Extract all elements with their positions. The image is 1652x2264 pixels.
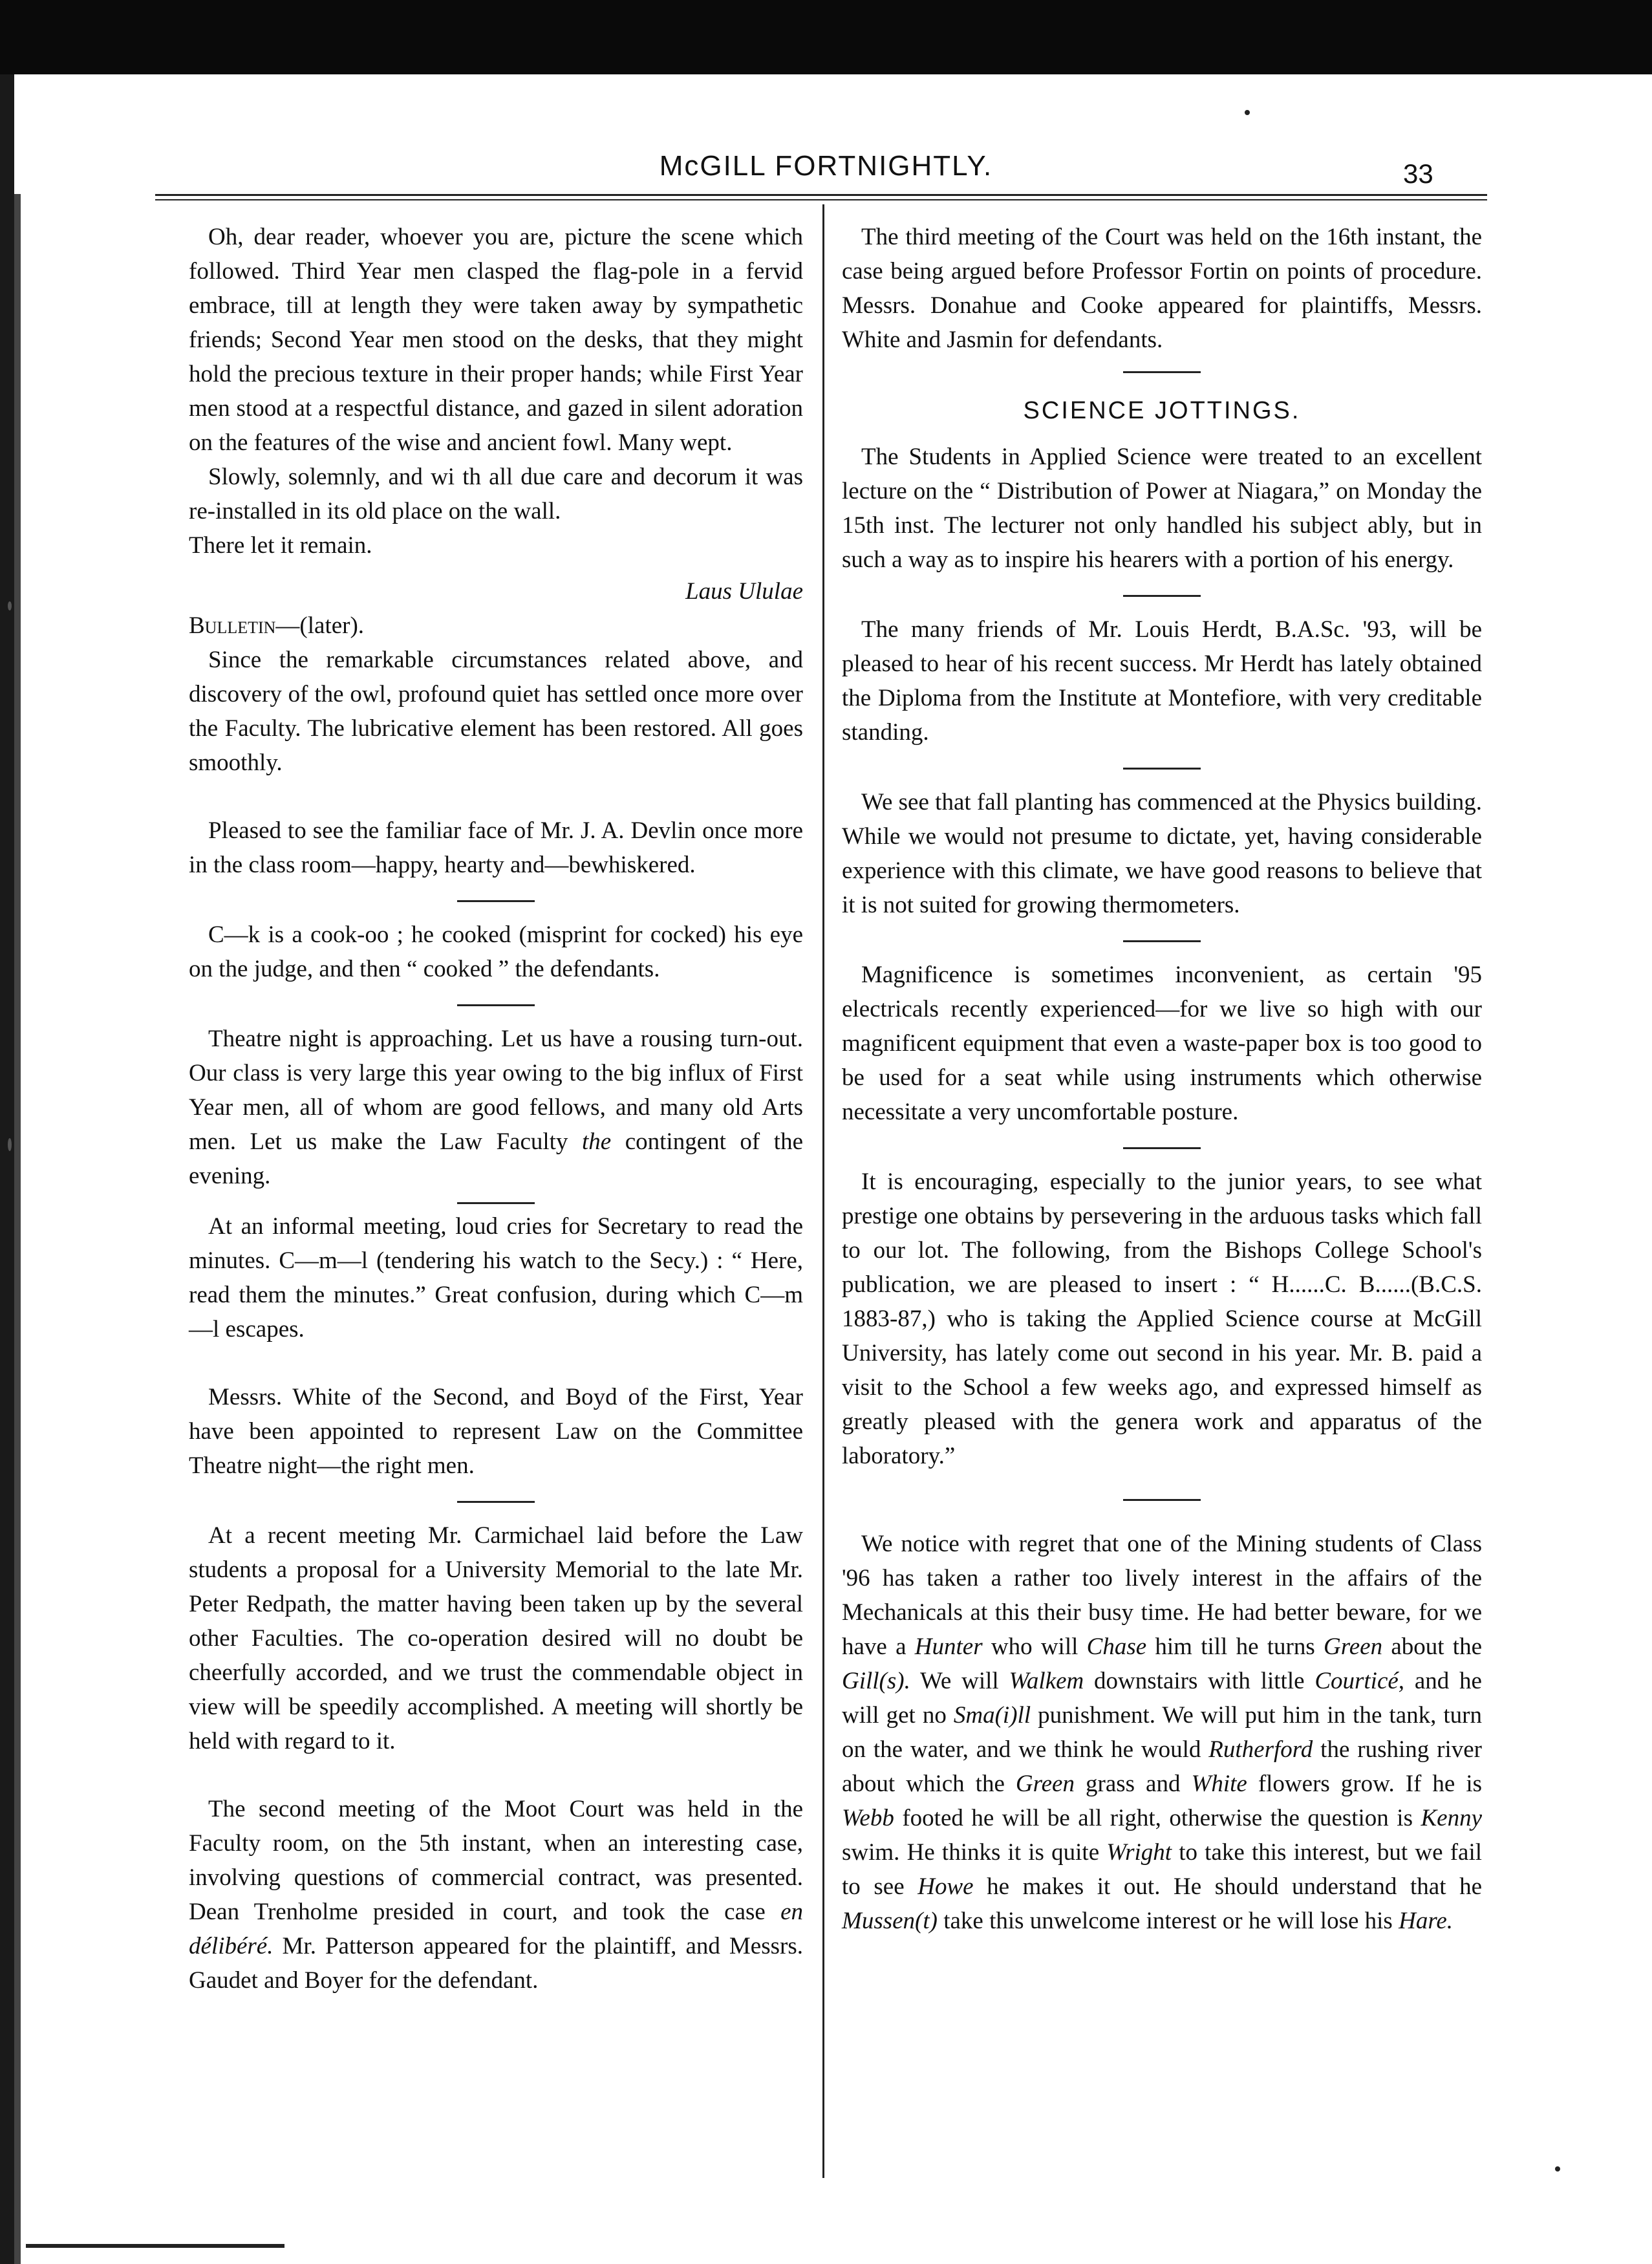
separator-rule: [457, 1004, 535, 1006]
text-run: contingent of the evening.: [189, 1128, 803, 1189]
pun-name: Hunter: [914, 1633, 983, 1660]
text-run: punishment. We will put him in the tank, turn on the water, and we think he would: [842, 1702, 1483, 1763]
header-rule: [155, 199, 1487, 200]
pun-name: Howe: [917, 1873, 974, 1900]
paragraph: Since the remarkable circumstances related above, and discovery of the owl, profound quiet has settled once more over the Faculty. The lubricative element has been restored. All goes smoothly.: [189, 647, 803, 776]
separator-rule: [1123, 940, 1201, 942]
bulletin-rest: —(later).: [275, 612, 365, 639]
paragraph: The many friends of Mr. Louis Herdt, B.A.Sc. '93, will be pleased to hear of his recent success. Mr Herdt has lately obtained the Diploma from the Institute at Montefiore, with very creditable standing.: [842, 616, 1482, 746]
pun-name: Courticé,: [1314, 1668, 1405, 1694]
pun-name: Mussen(t): [842, 1908, 938, 1934]
text-run: footed he will be all right, otherwise the question is: [894, 1805, 1421, 1831]
bulletin-label: Bulletin: [189, 612, 276, 639]
paragraph: C—k is a cook-oo ; he cooked (misprint for cocked) his eye on the judge, and then “ cooked ” the defendants.: [189, 922, 803, 982]
header-rule: [155, 194, 1487, 196]
paragraph: Pleased to see the familiar face of Mr. J. A. Devlin once more in the class room—happy, hearty and—bewhiskered.: [189, 817, 803, 878]
text-run: grass and: [1074, 1771, 1192, 1797]
page-number: 33: [1403, 158, 1433, 189]
scan-bottom-mark: [26, 2244, 284, 2248]
signature: Laus Ululae: [685, 578, 803, 605]
text-run: the rushing river about which the: [842, 1736, 1483, 1797]
separator-rule: [457, 1501, 535, 1503]
paragraph: [189, 1792, 803, 1998]
emphasis: en délibéré.: [189, 1899, 803, 1959]
separator-rule: [1123, 371, 1201, 373]
paragraph: [842, 1527, 1482, 1938]
text-run: downstairs with little: [1084, 1668, 1315, 1694]
column-rule: [822, 204, 824, 2178]
scan-speck: [1245, 110, 1250, 115]
pun-name: Webb: [842, 1805, 894, 1831]
left-column: [189, 220, 803, 1998]
separator-rule: [1123, 595, 1201, 597]
separator-rule: [1123, 768, 1201, 770]
text-run: who will: [982, 1633, 1087, 1660]
text-run: The second meeting of the Moot Court was held in the Faculty room, on the 5th instant, when an interesting case, involving questions of commercial contract, was presented. Dean Trenholme presided in court, and took the case: [189, 1796, 803, 1925]
paragraph: The third meeting of the Court was held on the 16th instant, the case being argued before Professor Fortin on points of procedure. Messrs. Donahue and Cooke appeared for plaintiffs, Messrs. White and Jasmin for defendants.: [842, 224, 1482, 353]
scan-top-border: [0, 0, 1652, 74]
emphasis: the: [581, 1128, 612, 1155]
pun-name: Rutherford: [1208, 1736, 1313, 1763]
pun-name: Green: [1324, 1633, 1383, 1660]
text-run: We will: [910, 1668, 1009, 1694]
separator-rule: [457, 900, 535, 902]
running-head: McGILL FORTNIGHTLY.: [659, 150, 993, 182]
pun-name: Walkem: [1009, 1668, 1084, 1694]
pun-name: Chase: [1086, 1633, 1147, 1660]
paragraph: Magnificence is sometimes inconvenient, as certain '95 electricals recently experienced—for we live so high with our magnificent equipment that even a waste-paper box is too good to be used for a seat while using instruments which otherwise necessitate a very uncomfortable posture.: [842, 962, 1482, 1125]
paragraph: There let it remain.: [189, 532, 372, 559]
scan-left-border: [0, 74, 14, 2264]
text-run: flowers grow. If he is: [1247, 1771, 1482, 1797]
paragraph: At a recent meeting Mr. Carmichael laid before the Law students a proposal for a University Memorial to the late Mr. Peter Redpath, the matter having been taken up by the several other Faculties. The co-operation desired will no doubt be cheerfully accorded, and we trust the commendable object in view will be speedily accomplished. A meeting will shortly be held with regard to it.: [189, 1522, 803, 1754]
text-run: Mr. Patterson appeared for the plaintiff, and Messrs. Gaudet and Boyer for the defendant.: [189, 1933, 803, 1994]
pun-name: Hare.: [1399, 1908, 1454, 1934]
paragraph: At an informal meeting, loud cries for Secretary to read the minutes. C—m—l (tendering his watch to the Secy.) : “ Here, read them the minutes.” Great confusion, during which C—m—l escapes.: [189, 1213, 803, 1342]
pun-name: Gill(s).: [842, 1668, 910, 1694]
text-run: swim. He thinks it is quite: [842, 1839, 1107, 1866]
scan-speck: [1555, 2166, 1560, 2172]
paragraph: [189, 1022, 803, 1193]
text-run: about the: [1382, 1633, 1482, 1660]
separator-rule: [457, 1202, 535, 1204]
bulletin-line: [189, 609, 803, 643]
text-run: take this unwelcome interest or he will lose his: [937, 1908, 1399, 1934]
scan-left-shadow: [14, 194, 21, 2264]
pun-name: Sma(i)ll: [953, 1702, 1031, 1729]
paragraph: Slowly, solemnly, and wi th all due care and decorum it was re-installed in its old place on the wall.: [189, 464, 803, 524]
text-run: him till he turns: [1146, 1633, 1324, 1660]
text-run: Theatre night is approaching. Let us have a rousing turn-out. Our class is very large this year owing to the big influx of First Year men, all of whom are good fellows, and many old Arts men. Let us make the Law Faculty: [189, 1026, 803, 1155]
paragraph: We see that fall planting has commenced at the Physics building. While we would not presume to dictate, yet, having considerable experience with this climate, we have good reasons to believe that it is not suited for growing thermometers.: [842, 789, 1482, 918]
paragraph: It is encouraging, especially to the junior years, to see what prestige one obtains by persevering in the arduous tasks which fall to our lot. The following, from the Bishops College School's publication, we are pleased to insert : “ H......C. B......(B.C.S. 1883-87,) who is taking the Applied Science course at McGill University, has lately come out second in his year. Mr. B. paid a visit to the School a few weeks ago, and expressed himself as greatly pleased with the genera work and apparatus of the laboratory.”: [842, 1169, 1482, 1469]
paragraph: Messrs. White of the Second, and Boyd of the First, Year have been appointed to represent Law on the Committee Theatre night—the right men.: [189, 1384, 803, 1479]
text-run: he makes it out. He should understand that he: [973, 1873, 1482, 1900]
pun-name: Green: [1015, 1771, 1075, 1797]
text-run: and he will get no: [842, 1668, 1482, 1729]
scan-speck: [8, 1138, 12, 1151]
paragraph: Oh, dear reader, whoever you are, picture the scene which followed. Third Year men clasped the flag-pole in a fervid embrace, till at length they were taken away by sympathetic friends; Second Year men stood on the desks, that they might hold the precious texture in their proper hands; while First Year men stood at a respectful distance, and gazed in silent adoration on the features of the wise and ancient fowl. Many wept.: [189, 224, 803, 456]
pun-name: Wright: [1106, 1839, 1172, 1866]
separator-rule: [1123, 1499, 1201, 1501]
pun-name: Kenny: [1421, 1805, 1482, 1831]
separator-rule: [1123, 1147, 1201, 1149]
text-run: We notice with regret that one of the Mining students of Class '96 has taken a rather too lively interest in the affairs of the Mechanicals at this their busy time. He had better beware, for we have a: [842, 1531, 1482, 1660]
pun-name: White: [1191, 1771, 1247, 1797]
scan-speck: [8, 601, 12, 610]
text-run: to take this interest, but we fail to see: [842, 1839, 1483, 1900]
paragraph: The Students in Applied Science were treated to an excellent lecture on the “ Distribution of Power at Niagara,” on Monday the 15th inst. The lecturer not only handled his subject ably, but in such a way as to inspire his hearers with a portion of his energy.: [842, 444, 1482, 573]
section-heading: SCIENCE JOTTINGS.: [1023, 397, 1301, 424]
right-column: [842, 220, 1482, 1938]
